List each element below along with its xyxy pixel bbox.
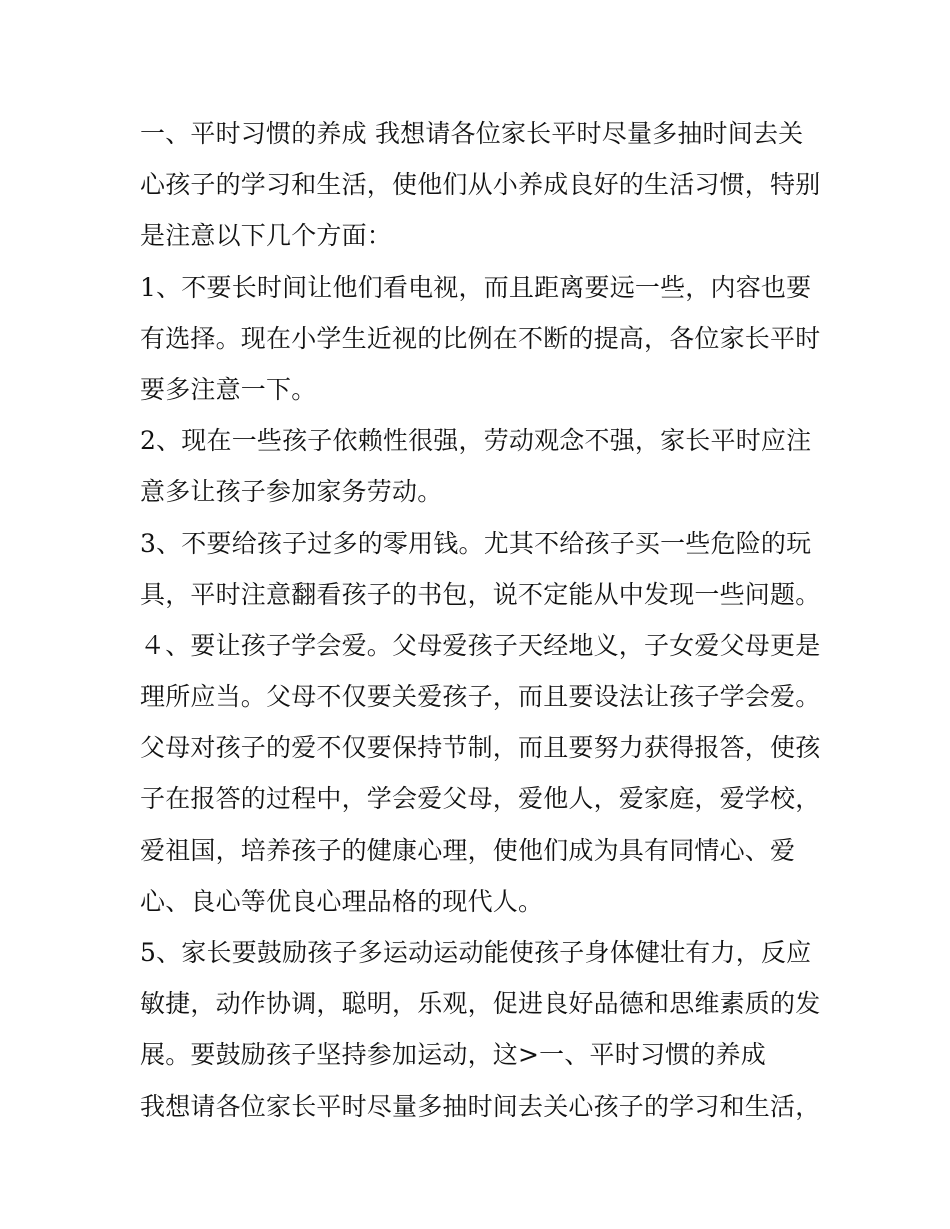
text-line: 理所应当。父母不仅要关爱孩子，而且要设法让孩子学会爱。 — [140, 682, 821, 712]
text-line: 爱祖国，培养孩子的健康心理，使他们成为具有同情心、爱 — [140, 835, 796, 865]
text-line: 心、良心等优良心理品格的现代人。 — [140, 886, 544, 916]
text-line: ４、要让孩子学会爱。父母爱孩子天经地义，子女爱父母更是 — [140, 630, 821, 660]
text-line: 意多让孩子参加家务劳动。 — [140, 477, 443, 507]
text-line: 有选择。现在小学生近视的比例在不断的提高，各位家长平时 — [140, 323, 821, 353]
text-line: 展。要鼓励孩子坚持参加运动，这>一、平时习惯的养成 — [140, 1040, 766, 1070]
text-line: 3、不要给孩子过多的零用钱。尤其不给孩子买一些危险的玩 — [140, 528, 812, 558]
text-line: 我想请各位家长平时尽量多抽时间去关心孩子的学习和生活， — [140, 1091, 821, 1121]
text-line: 子在报答的过程中，学会爱父母，爱他人，爱家庭，爱学校， — [140, 784, 821, 814]
text-line: 是注意以下几个方面： — [140, 221, 393, 251]
text-line: 要多注意一下。 — [140, 374, 317, 404]
text-line: 2、现在一些孩子依赖性很强，劳动观念不强，家长平时应注 — [140, 426, 812, 456]
text-line: 1、不要长时间让他们看电视，而且距离要远一些，内容也要 — [140, 272, 812, 302]
text-line: 敏捷，动作协调，聪明，乐观，促进良好品德和思维素质的发 — [140, 989, 821, 1019]
document-body — [140, 108, 820, 1132]
text-line: 心孩子的学习和生活，使他们从小养成良好的生活习惯，特别 — [140, 170, 821, 200]
text-line: 5、家长要鼓励孩子多运动运动能使孩子身体健壮有力，反应 — [140, 938, 812, 967]
text-line: 父母对孩子的爱不仅要保持节制，而且要努力获得报答，使孩 — [140, 733, 821, 763]
text-line: 具，平时注意翻看孩子的书包，说不定能从中发现一些问题。 — [140, 579, 821, 609]
text-line: 一、平时习惯的养成 我想请各位家长平时尽量多抽时间去关 — [140, 119, 804, 148]
